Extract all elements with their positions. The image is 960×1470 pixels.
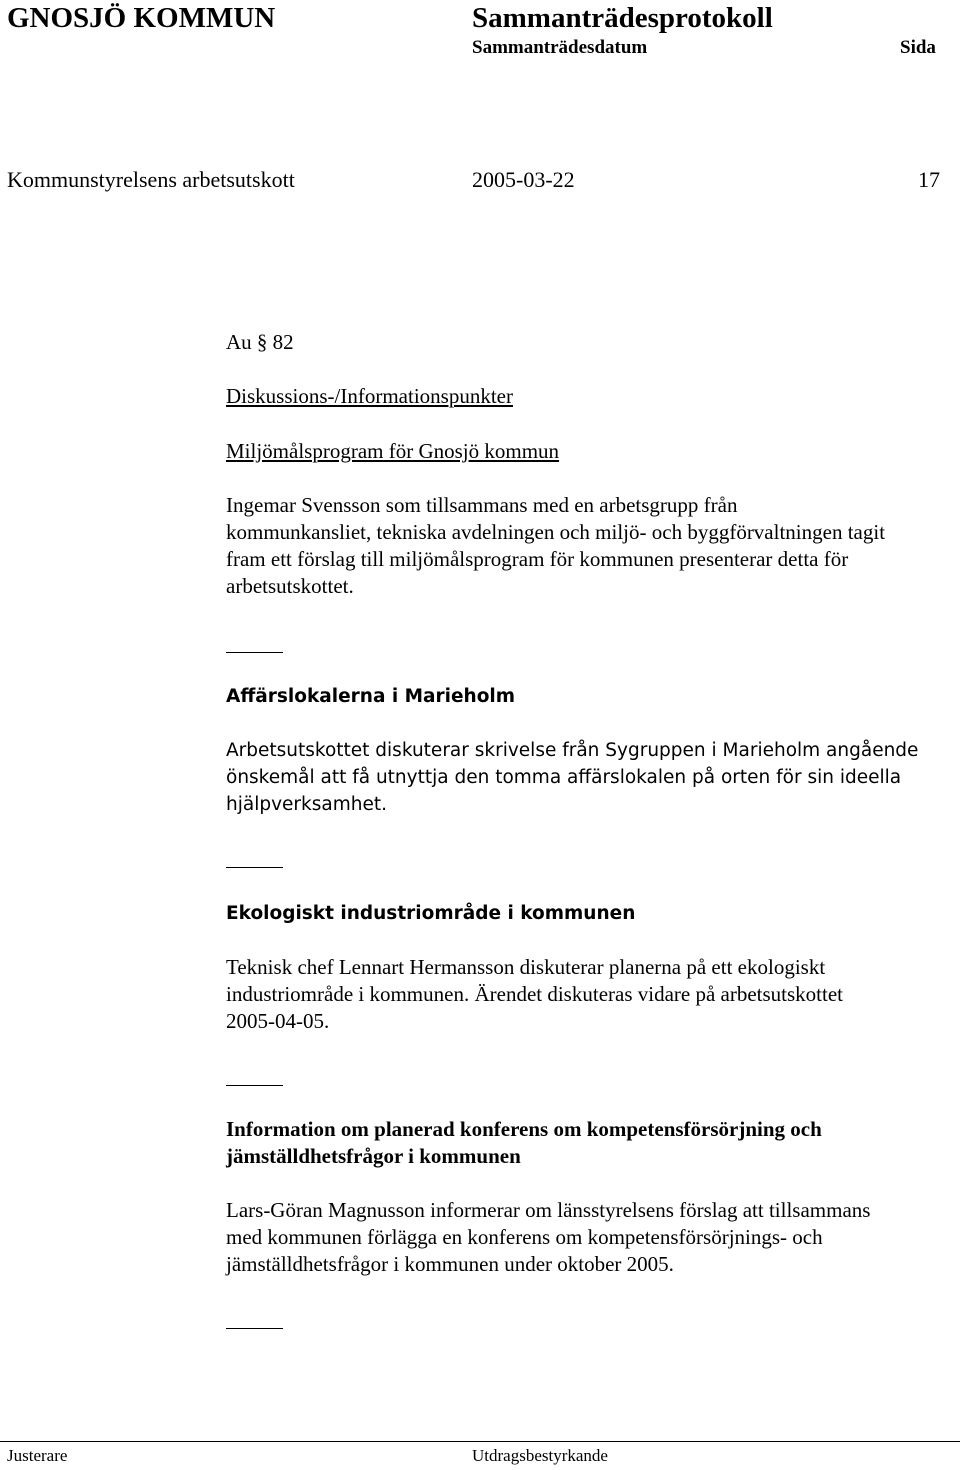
meeting-date: 2005-03-22 [472,167,575,192]
item-body-line: fram ett förslag till miljömålsprogram för kommunen presenterar detta för [226,547,849,571]
footer-rule [0,1441,960,1442]
item-body-line: Lars-Göran Magnusson informerar om länsstyrelsens förslag att tillsammans [226,1198,871,1222]
item-body-line: Ingemar Svensson som tillsammans med en arbetsgrupp från [226,493,738,517]
item-body-line: önskemål att få utnyttja den tomma affärslokalen på orten för sin ideella [226,767,902,788]
item-title-konferens: Information om planerad konferens om kompetensförsörjning och [226,1117,822,1141]
item-body-line: 2005-04-05. [226,1009,330,1033]
item-body-line: industriområde i kommunen. Ärendet diskuteras vidare på arbetsutskottet [226,982,844,1006]
meeting-date-label: Sammanträdesdatum [472,37,648,58]
item-body-line: hjälpverksamhet. [226,794,387,815]
item-title-ekologiskt: Ekologiskt industriområde i kommunen [226,903,636,924]
paragraph-reference: Au § 82 [226,330,294,354]
item-body-line: jämställdhetsfrågor i kommunen under oktober 2005. [226,1252,674,1276]
footer-justerare: Justerare [7,1446,68,1465]
section-divider [226,652,283,653]
committee-name: Kommunstyrelsens arbetsutskott [7,167,295,192]
item-body-line: med kommunen förlägga en konferens om kompetensförsörjnings- och [226,1225,823,1249]
item-body-line: Teknisk chef Lennart Hermansson diskuterar planerna på ett ekologiskt [226,955,826,979]
footer-utdragsbestyrkande: Utdragsbestyrkande [472,1446,608,1465]
page-label: Sida [900,37,936,58]
item-body-line: Arbetsutskottet diskuterar skrivelse från Sygruppen i Marieholm angående [226,740,919,761]
organization-name: GNOSJÖ KOMMUN [7,2,276,34]
item-title-miljomalsprogram: Miljömålsprogram för Gnosjö kommun [226,439,560,463]
main-heading: Diskussions-/Informationspunkter [226,384,513,408]
item-body-line: kommunkansliet, tekniska avdelningen och miljö- och byggförvaltningen tagit [226,520,886,544]
section-divider [226,1085,283,1086]
item-title-konferens-cont: jämställdhetsfrågor i kommunen [226,1144,521,1168]
page-number: 17 [918,167,940,192]
item-title-affarslokalerna: Affärslokalerna i Marieholm [226,686,516,707]
document-type: Sammanträdesprotokoll [472,2,773,34]
section-divider [226,867,283,868]
item-body-line: arbetsutskottet. [226,574,354,598]
section-divider [226,1328,283,1329]
